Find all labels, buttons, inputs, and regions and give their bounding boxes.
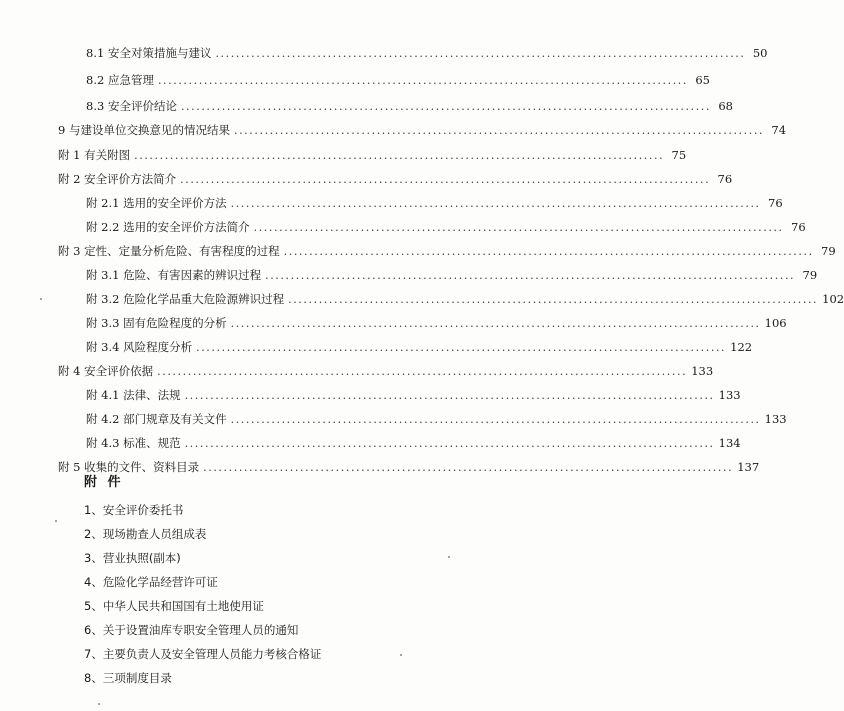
toc-entry-page: 76 (717, 172, 733, 186)
toc-entry[interactable] (86, 190, 783, 210)
leader-dots: ........................................................................................................ (157, 365, 688, 378)
scan-speck (98, 703, 100, 705)
scan-speck (40, 298, 42, 300)
toc-entry[interactable] (86, 286, 844, 306)
leader-dots: ........................................................................................................ (180, 100, 711, 113)
toc-entry[interactable] (58, 238, 836, 258)
toc-entry-label: 附 2.2 选用的安全评价方法简介 (86, 220, 250, 234)
leader-dots: ........................................................................................................ (283, 245, 814, 258)
leader-dots: ........................................................................................................ (288, 293, 819, 306)
leader-dots: ........................................................................................................ (157, 74, 688, 87)
toc-entry[interactable] (86, 262, 818, 282)
toc-entry-page: 79 (821, 244, 836, 258)
toc-entry-label: 附 3.1 危险、有害因素的辨识过程 (86, 268, 262, 282)
attachment-item: 1、安全评价委托书 (84, 503, 184, 517)
toc-entry-page: 122 (730, 340, 753, 354)
scan-speck (55, 520, 57, 522)
leader-dots: ........................................................................................................ (233, 124, 765, 137)
toc-entry-label: 8.2 应急管理 (86, 73, 154, 87)
toc-entry-label: 附 4 安全评价依据 (58, 364, 154, 378)
toc-entry[interactable] (86, 214, 806, 234)
toc-entry-label: 8.1 安全对策措施与建议 (86, 46, 212, 60)
toc-entry-page: 76 (768, 196, 783, 210)
toc-entry[interactable] (86, 67, 710, 87)
attachment-item: 4、危险化学品经营许可证 (84, 575, 218, 589)
attachment-item: 7、主要负责人及安全管理人员能力考核合格证 (84, 647, 322, 661)
leader-dots: ........................................................................................................ (230, 413, 761, 426)
toc-entry-page: 133 (764, 412, 787, 426)
toc-entry[interactable] (86, 406, 787, 426)
attachment-item: 2、现场勘查人员组成表 (84, 527, 207, 541)
toc-entry[interactable] (86, 430, 741, 450)
leader-dots: ........................................................................................................ (230, 197, 761, 210)
attachment-item: 5、中华人民共和国国有土地使用证 (84, 599, 264, 613)
toc-entry[interactable] (86, 334, 753, 354)
toc-entry[interactable] (58, 166, 733, 186)
toc-entry-label: 8.3 安全评价结论 (86, 99, 177, 113)
toc-entry-label: 附 3.4 风险程度分析 (86, 340, 193, 354)
toc-entry[interactable] (58, 142, 687, 162)
toc-entry-label: 附 2 安全评价方法简介 (58, 172, 177, 186)
leader-dots: ........................................................................................................ (265, 269, 796, 282)
leader-dots: ........................................................................................................ (215, 47, 746, 60)
toc-entry-page: 134 (718, 436, 741, 450)
toc-entry-label: 附 3 定性、定量分析危险、有害程度的过程 (58, 244, 280, 258)
leader-dots: ........................................................................................................ (203, 461, 734, 474)
toc-entry-page: 68 (718, 99, 733, 113)
toc-entry-label: 附 4.2 部门规章及有关文件 (86, 412, 227, 426)
toc-entry-page: 79 (802, 268, 818, 282)
toc-entry-label: 附 1 有关附图 (58, 148, 131, 162)
toc-entry-page: 74 (771, 123, 787, 137)
leader-dots: ........................................................................................................ (134, 149, 665, 162)
toc-entry[interactable] (58, 117, 787, 137)
toc-entry-label: 9 与建设单位交换意见的情况结果 (58, 123, 230, 137)
toc-entry-page: 65 (695, 73, 710, 87)
attachments-heading: 附 件 (84, 475, 124, 490)
toc-entry-label: 附 4.3 标准、规范 (86, 436, 181, 450)
toc-entry-page: 133 (718, 388, 741, 402)
leader-dots: ........................................................................................................ (196, 341, 727, 354)
leader-dots: ........................................................................................................ (230, 317, 761, 330)
attachment-item: 6、关于设置油库专职安全管理人员的通知 (84, 623, 299, 637)
attachment-item: 3、营业执照(副本) (84, 551, 181, 565)
toc-entry-label: 附 4.1 法律、法规 (86, 388, 181, 402)
leader-dots: ........................................................................................................ (184, 389, 715, 402)
scan-speck (448, 556, 450, 558)
toc-entry[interactable] (86, 382, 741, 402)
toc-entry-page: 50 (752, 46, 768, 60)
toc-entry-label: 附 3.2 危险化学品重大危险源辨识过程 (86, 292, 285, 306)
toc-entry-page: 133 (691, 364, 714, 378)
leader-dots: ........................................................................................................ (180, 173, 711, 186)
toc-entry-label: 附 2.1 选用的安全评价方法 (86, 196, 227, 210)
leader-dots: ........................................................................................................ (184, 437, 715, 450)
scan-speck (400, 654, 402, 656)
toc-entry-label: 附 5 收集的文件、资料目录 (58, 460, 200, 474)
toc-entry-page: 137 (737, 460, 760, 474)
toc-entry-page: 75 (671, 148, 687, 162)
toc-entry-page: 106 (764, 316, 787, 330)
toc-entry-page: 76 (791, 220, 806, 234)
attachment-item: 8、三项制度目录 (84, 671, 172, 685)
toc-entry[interactable] (58, 358, 714, 378)
leader-dots: ........................................................................................................ (253, 221, 784, 234)
toc-entry-label: 附 3.3 固有危险程度的分析 (86, 316, 227, 330)
toc-entry-page: 102 (822, 292, 844, 306)
toc-entry[interactable] (86, 310, 787, 330)
toc-entry[interactable] (86, 93, 733, 113)
toc-entry[interactable] (86, 40, 768, 60)
